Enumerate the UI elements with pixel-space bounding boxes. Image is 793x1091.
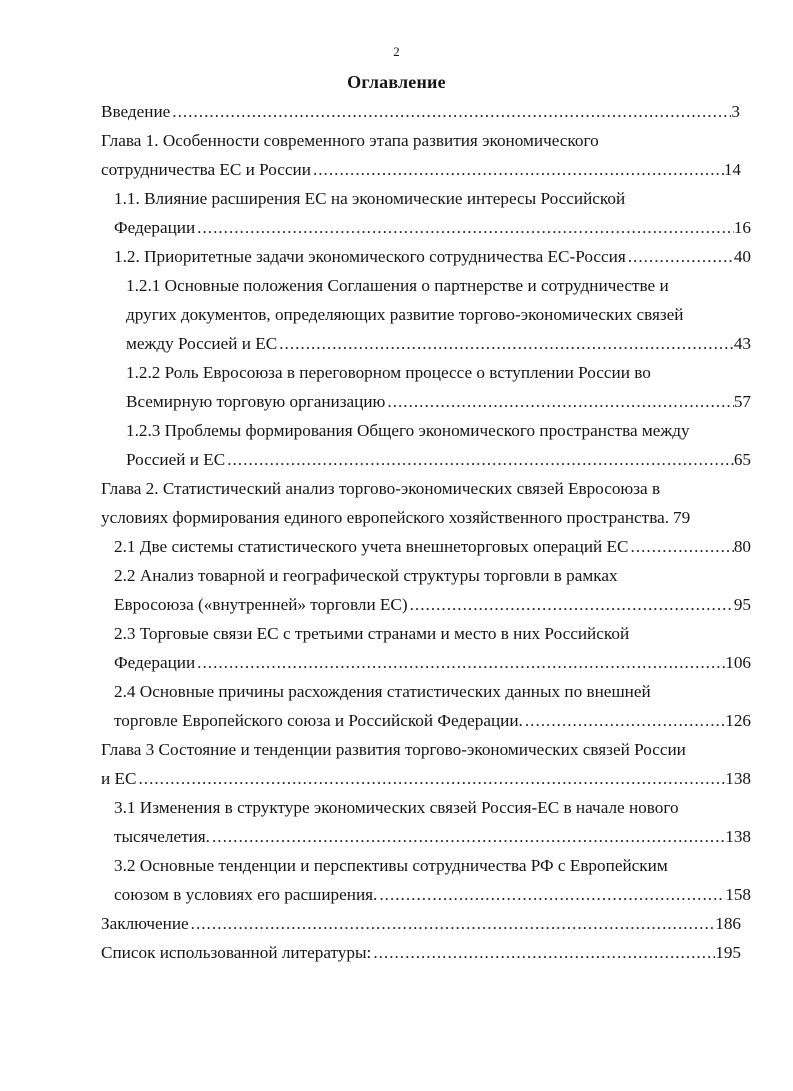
toc-entry-page: 138 [725,769,751,788]
toc-entry-text: 2.3 Торговые связи ЕС с третьими странами и место в них Российской [114,624,630,643]
toc-entry-text: Глава 2. Статистический анализ торгово-экономических связей Евросоюза в [101,479,661,498]
toc-entry-page: 158 [725,885,751,904]
toc-entry-text: Федерации [114,218,196,237]
toc-entry-text: 1.2.3 Проблемы формирования Общего экономического пространства между [126,421,690,440]
dot-leader [371,941,715,965]
toc-entry-text: между Россией и ЕС [126,334,278,353]
toc-entry-text: Федерации [114,653,196,672]
toc-entry-page: 57 [733,392,751,411]
toc-entry-introduction[interactable] [101,100,740,124]
toc-entry-chapter-2-line-1[interactable] [101,477,771,501]
toc-entry-section-1-2-1-line-2[interactable] [126,303,766,327]
toc-entry-page: 65 [733,450,751,469]
toc-entry-text: 1.2.2 Роль Евросоюза в переговорном процессе о вступлении России во [126,363,651,382]
toc-entry-section-1-2[interactable] [114,245,751,269]
toc-entry-page: 95 [733,595,751,614]
toc-entry-text: условиях формирования единого европейского хозяйственного пространства. [101,508,670,527]
toc-entry-text: и ЕС [101,769,137,788]
toc-entry-section-1-2-2-line-1[interactable] [126,361,766,385]
toc-entry-text: 1.2.1 Основные положения Соглашения о партнерстве и сотрудничестве и [126,276,669,295]
page-number: 2 [393,44,400,59]
dot-leader [408,593,734,617]
toc-entry-text: 2.4 Основные причины расхождения статистических данных по внешней [114,682,651,701]
dot-leader [311,158,724,182]
toc-entry-text: 2.2 Анализ товарной и географической структуры торговли в рамках [114,566,618,585]
toc-entry-page: 186 [715,914,741,933]
dot-leader [523,709,725,733]
toc-entry-chapter-1-line-1[interactable] [101,129,761,153]
toc-entry-section-2-4-line-1[interactable] [114,680,764,704]
dot-leader [136,767,725,791]
toc-entry-text: других документов, определяющих развитие торгово-экономических связей [126,305,684,324]
toc-entry-section-1-2-2[interactable] [126,390,751,414]
toc-entry-chapter-2[interactable] [101,506,771,530]
toc-entry-text: союзом в условиях его расширения. [114,885,378,904]
toc-entry-text: Заключение [101,914,189,933]
toc-entry-section-3-2-line-1[interactable] [114,854,764,878]
toc-entry-chapter-3[interactable] [101,767,751,791]
toc-entry-page: 79 [673,508,691,527]
toc-entry-section-2-2[interactable] [114,593,751,617]
toc-entry-section-1-1-line-1[interactable] [114,187,764,211]
toc-entry-section-2-2-line-1[interactable] [114,564,764,588]
toc-entry-chapter-3-line-1[interactable] [101,738,781,762]
toc-entry-page: 195 [715,943,741,962]
toc-entry-text: 1.2. Приоритетные задачи экономического сотрудничества ЕС-Россия [114,247,626,266]
toc-entry-section-1-2-1-line-1[interactable] [126,274,766,298]
toc-entry-text: сотрудничества ЕС и России [101,160,311,179]
toc-entry-section-3-2[interactable] [114,883,751,907]
dot-leader [195,651,725,675]
toc-title: Оглавление [347,72,446,92]
toc-entry-text: Россией и ЕС [126,450,226,469]
toc-entry-text: тысячелетия. [114,827,210,846]
toc-entry-section-1-2-3[interactable] [126,448,751,472]
toc-entry-text: Глава 1. Особенности современного этапа развития экономического [101,131,599,150]
dot-leader [189,912,716,936]
toc-entry-text: Евросоюза («внутренней» торговли ЕС) [114,595,408,614]
dot-leader [210,825,725,849]
toc-entry-page: 80 [733,537,751,556]
dot-leader [170,100,731,124]
toc-entry-text: Глава 3 Состояние и тенденции развития торгово-экономических связей России [101,740,686,759]
toc-entry-page: 106 [725,653,751,672]
toc-entry-page: 126 [725,711,751,730]
toc-entry-text: 1.1. Влияние расширения ЕС на экономические интересы Российской [114,189,626,208]
dot-leader [385,390,733,414]
toc-entry-section-1-2-1[interactable] [126,332,751,356]
toc-entry-section-3-1[interactable] [114,825,751,849]
toc-entry-conclusion[interactable] [101,912,741,936]
toc-entry-text: 3.2 Основные тенденции и перспективы сотрудничества РФ с Европейским [114,856,668,875]
toc-entry-bibliography[interactable] [101,941,741,965]
toc-entry-text: 2.1 Две системы статистического учета внешнеторговых операций ЕС [114,537,629,556]
toc-entry-section-1-2-3-line-1[interactable] [126,419,766,443]
toc-entry-section-1-1[interactable] [114,216,751,240]
dot-leader [377,883,725,907]
toc-entry-text: Всемирную торговую организацию [126,392,386,411]
toc-entry-chapter-1[interactable] [101,158,741,182]
toc-entry-text: Список использованной литературы: [101,943,372,962]
toc-entry-page: 14 [723,160,741,179]
toc-entry-section-2-1[interactable] [114,535,751,559]
toc-entry-page: 16 [733,218,751,237]
toc-entry-page: 3 [731,102,740,121]
toc-entry-text: Введение [101,102,171,121]
dot-leader [626,245,734,269]
toc-entry-text: торговле Европейского союза и Российской Федерации. [114,711,523,730]
toc-entry-section-3-1-line-1[interactable] [114,796,764,820]
toc-entry-page: 138 [725,827,751,846]
dot-leader [195,216,734,240]
toc-entry-section-2-3-line-1[interactable] [114,622,764,646]
toc-entry-section-2-3[interactable] [114,651,751,675]
dot-leader [629,535,734,559]
toc-entry-page: 43 [733,334,751,353]
toc-entry-page: 40 [733,247,751,266]
toc-entry-text: 3.1 Изменения в структуре экономических связей Россия-ЕС в начале нового [114,798,679,817]
toc-entry-section-2-4[interactable] [114,709,751,733]
dot-leader [277,332,734,356]
dot-leader [225,448,734,472]
